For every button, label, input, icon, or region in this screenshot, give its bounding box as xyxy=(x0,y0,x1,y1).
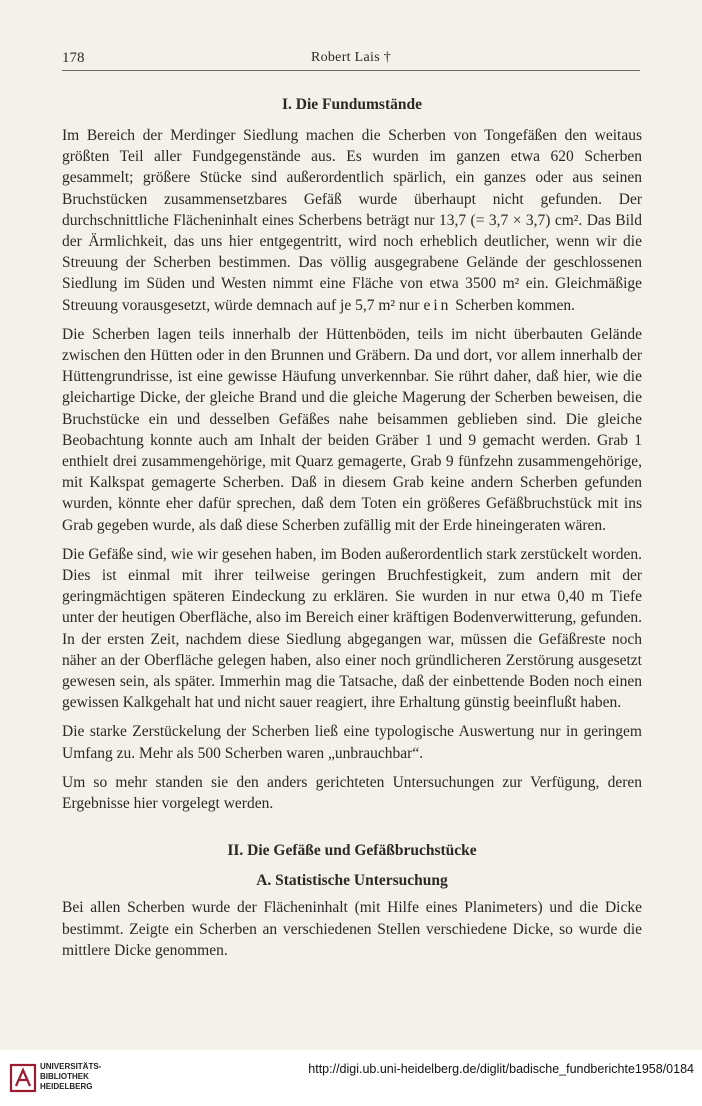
library-name-line-2: BIBLIOTHEK xyxy=(40,1072,89,1081)
paragraph-2: Die Scherben lagen teils innerhalb der Hüttenböden, teils im nicht überbauten Gelände zwischen den Hütten oder in den Brunnen und Gräbern. Da und dort, vor allem innerhalb der Hüttengrundrisse, ist eine gewisse Häufung unverkennbar. Sie rührt daher, daß hier, wie die gleichartige Dicke, der gleiche Brand und die gleiche Magerung der Scherben beweisen, die Bruchstücke ein und desselben Gefäßes nahe beisammen geblieben sind. Die gleiche Beobachtung konnte auch am Inhalt der beiden Gräber 1 und 9 gemacht werden. Grab 1 enthielt drei zusammengehörige, mit Quarz gemagerte, Grab 9 fünfzehn zusammengehörige, mit Kalkspat gemagerte Scherben. Daß in diesem Grab keine andern Scherben gefunden wurden, könnte eher dafür sprechen, daß dem Toten ein größeres Gefäßbruchstück mit ins Grab gegeben wurde, als daß diese Scherben zufällig mit der Erde hineingeraten wären. xyxy=(62,325,642,534)
library-name-line-1: UNIVERSITÄTS- xyxy=(40,1062,102,1071)
running-head xyxy=(62,48,640,71)
section-heading-gefaesse: II. Die Gefäße und Gefäßbruchstücke xyxy=(227,842,477,860)
permalink-url[interactable]: http://digi.ub.uni-heidelberg.de/diglit/badische_fundberichte1958/0184 xyxy=(308,1062,694,1076)
viewer-footer xyxy=(0,1050,702,1106)
library-name-line-3: HEIDELBERG xyxy=(40,1082,93,1091)
paragraph-1-text: Im Bereich der Merdinger Siedlung machen die Scherben von Tongefäßen den weitaus größten Teil aller Fundgegenstände aus. Es wurden im ganzen etwa 620 Scherben gesammelt; größere Stücke sind außerordentlich spärlich, ein ganzes oder aus seinen Bruchstücken zusammensetzbares Gefäß wurde überhaupt nicht gefunden. Der durchschnittliche Flächeninhalt eines Scherbens beträgt nur 13,7 (= 3,7 × 3,7) cm². Das Bild der Ärmlichkeit, das uns hier entgegentritt, wird noch erheblich deutlicher, wenn wir die Streuung der Scherben bestimmen. Das völlig ausgegrabene Gelände der geschlossenen Siedlung im Süden und Westen nimmt eine Fläche von etwa 3500 m² ein. Gleichmäßige Streuung vorausgesetzt, würde demnach auf je 5,7 m² nur xyxy=(62,127,642,314)
paragraph-4: Die starke Zerstückelung der Scherben ließ eine typologische Auswertung nur in geringem Umfang zu. Mehr als 500 Scherben waren „unbrauchbar“. xyxy=(62,723,642,762)
subsection-heading-statistik: A. Statistische Untersuchung xyxy=(256,872,448,890)
page-content xyxy=(62,94,642,969)
running-title: Robert Lais † xyxy=(310,50,392,65)
logo-mark xyxy=(16,1070,30,1086)
paragraph-1-end: Scherben kommen. xyxy=(455,296,575,314)
section-heading-fundumstaende: I. Die Fundumstände xyxy=(282,96,422,113)
library-logo-icon xyxy=(8,1062,38,1094)
paragraph-1-emphasis: ein xyxy=(423,296,452,314)
paragraph-5: Um so mehr standen sie den anders gerichteten Untersuchungen zur Verfügung, deren Ergebnisse hier vorgelegt werden. xyxy=(62,773,642,813)
paragraph-3: Die Gefäße sind, wie wir gesehen haben, im Boden außerordentlich stark zerstückelt worden. Dies ist einmal mit ihrer teilweise geringen Bruchfestigkeit, zum andern mit der geringmächtigen späteren Eindeckung zu erklären. Sie wurden in nur etwa 0,40 m Tiefe unter der heutigen Oberfläche, also im Bereich einer kräftigen Bodenverwitterung, gefunden. In der ersten Zeit, nachdem diese Siedlung abgegangen war, müssen die Gefäßreste noch näher an der Oberfläche gelegen haben, also einer noch gründlicheren Zerstörung ausgesetzt gewesen sein, als später. Immerhin mag die Tatsache, daß der einbettende Boden noch einen gewissen Kalkgehalt hat und nicht sauer reagiert, ihre Erhaltung günstig beeinflußt haben. xyxy=(62,545,642,712)
library-name xyxy=(40,1062,101,1092)
page-number: 178 xyxy=(62,50,85,66)
paragraph-1 xyxy=(62,125,642,316)
paragraph-6: Bei allen Scherben wurde der Flächeninhalt (mit Hilfe eines Planimeters) und die Dicke bestimmt. Zeigte ein Scherben an verschiedenen Stellen verschiedene Dicke, so wurde die mittlere Dicke genommen. xyxy=(62,899,642,959)
